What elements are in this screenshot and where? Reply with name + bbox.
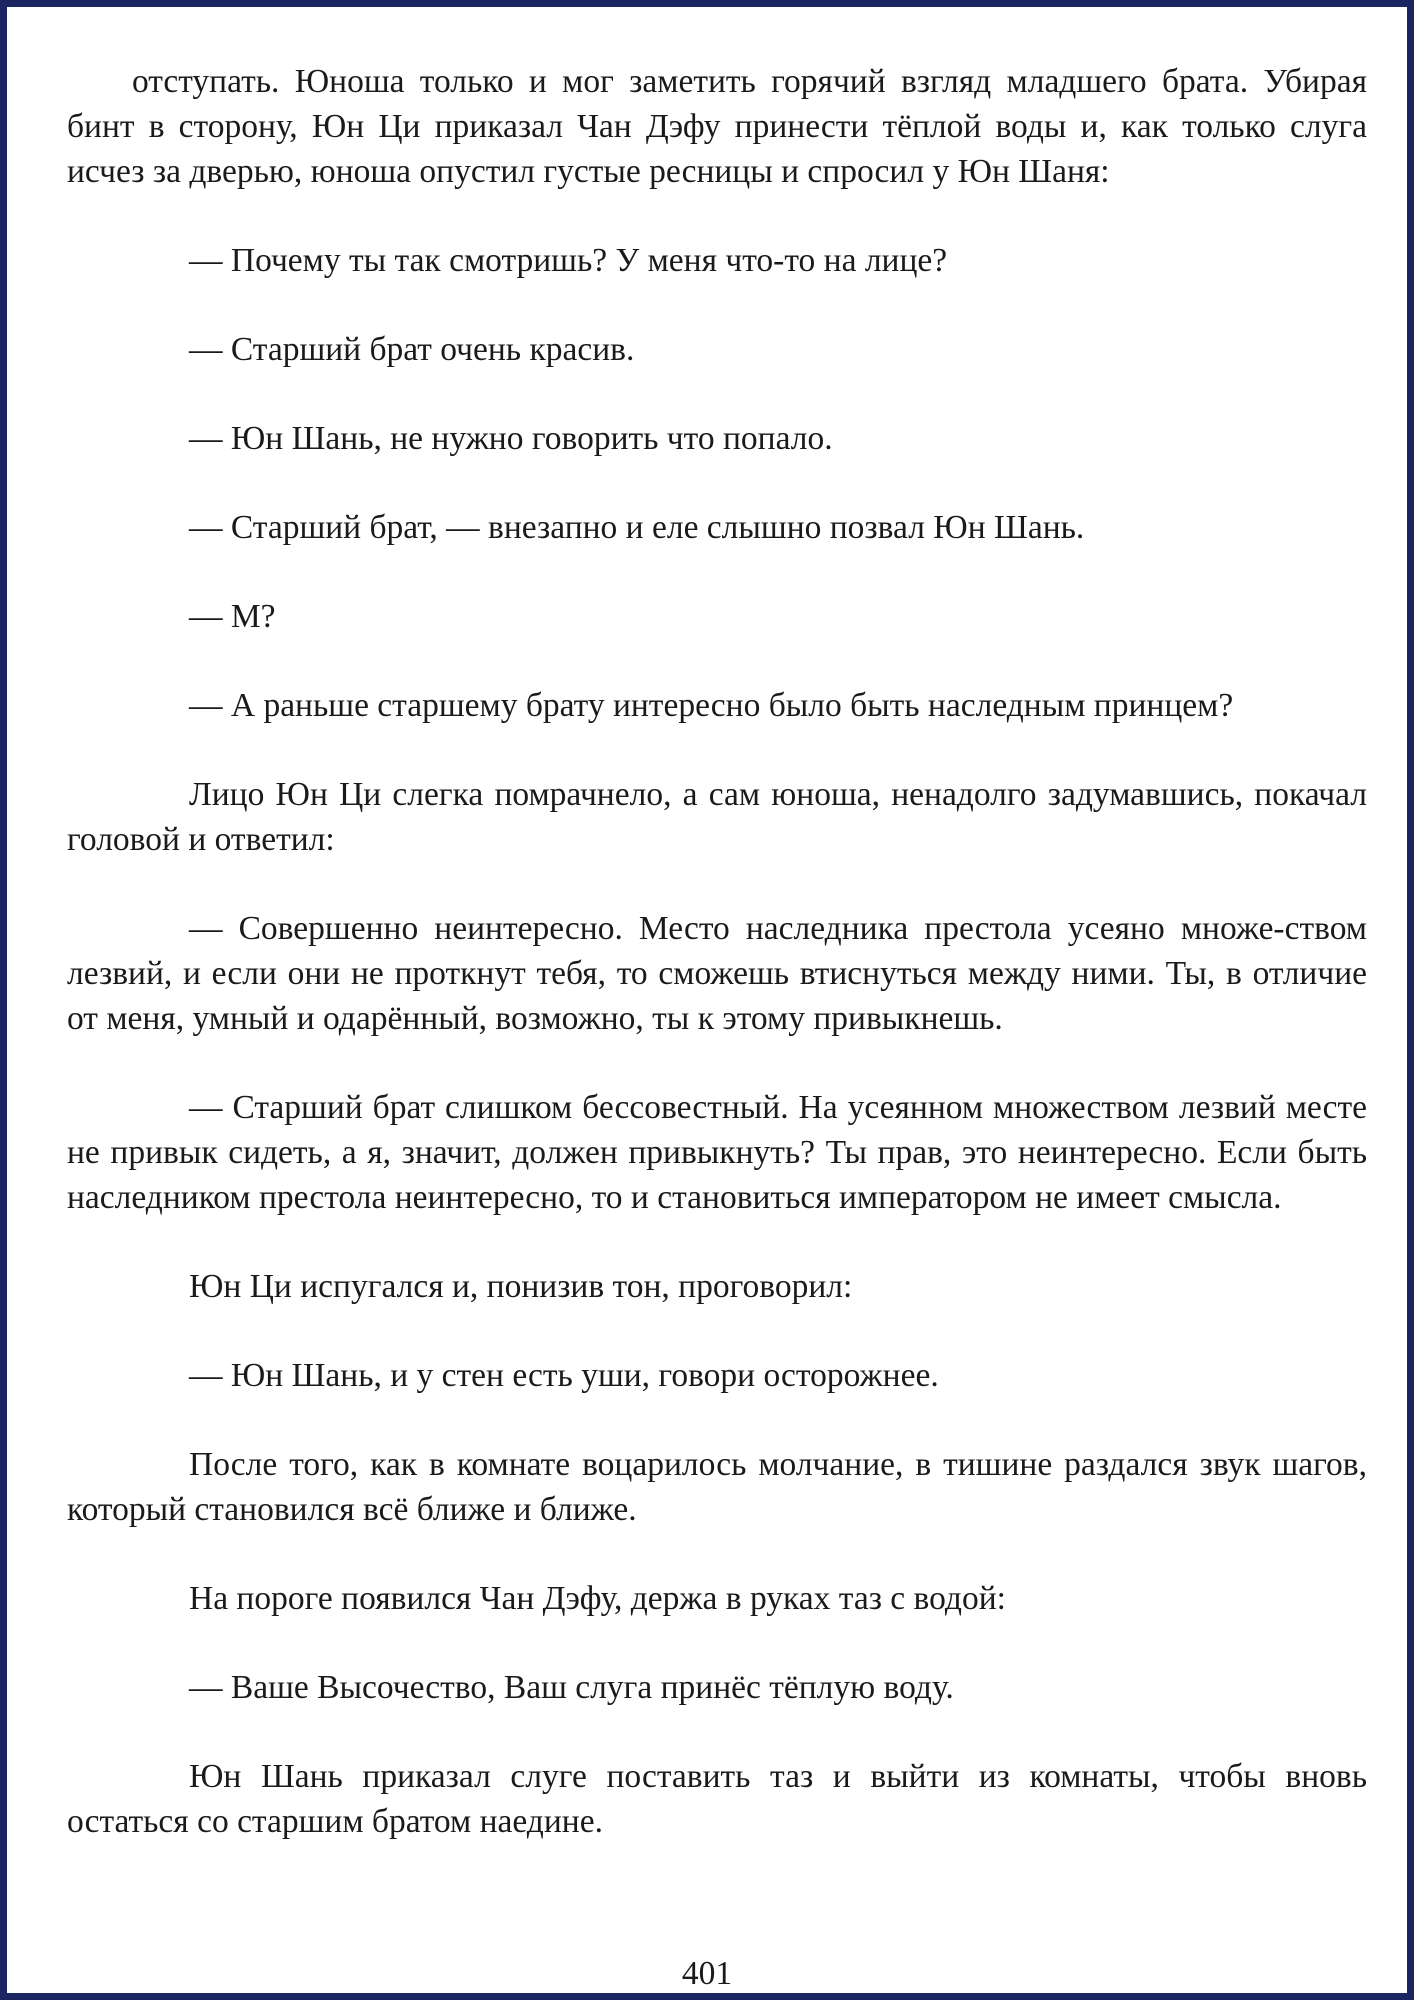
- paragraph-8: Лицо Юн Ци слегка помрачнело, а сам юноша, ненадолго задумавшись, покачал головой и ответил:: [67, 776, 1367, 858]
- paragraph-12: — Юн Шань, и у стен есть уши, говори осторожнее.: [189, 1357, 939, 1394]
- paragraph-16: Юн Шань приказал слуге поставить таз и выйти из комнаты, чтобы вновь остаться со старшим братом наедине.: [67, 1758, 1367, 1840]
- paragraph-7: — А раньше старшему брату интересно было быть наследным принцем?: [189, 687, 1234, 724]
- paragraph-15: — Ваше Высочество, Ваш слуга принёс тёплую воду.: [189, 1669, 954, 1706]
- paragraph-10: — Старший брат слишком бессовестный. На усеянном множеством лезвий месте не привык сидеть, а я, значит, должен привыкнуть? Ты прав, это неинтересно. Если быть наследником престола неинтересно, то и становиться императором не имеет смысла.: [67, 1089, 1367, 1216]
- paragraph-14: На пороге появился Чан Дэфу, держа в руках таз с водой:: [189, 1580, 1006, 1617]
- paragraph-4: — Юн Шань, не нужно говорить что попало.: [189, 420, 833, 457]
- paragraph-9: — Совершенно неинтересно. Место наследника престола усеяно множе-ством лезвий, и если они не проткнут тебя, то сможешь втиснуться между ними. Ты, в отличие от меня, умный и одарённый, возможно, ты к этому привыкнешь.: [67, 910, 1367, 1037]
- page-body-text: [67, 59, 1367, 1888]
- paragraph-11: Юн Ци испугался и, понизив тон, проговорил:: [189, 1268, 853, 1305]
- paragraph-2: — Почему ты так смотришь? У меня что-то на лице?: [189, 242, 948, 279]
- page-number: 401: [681, 1955, 733, 1992]
- paragraph-5: — Старший брат, — внезапно и еле слышно позвал Юн Шань.: [189, 509, 1085, 546]
- paragraph-6: — М?: [189, 598, 276, 635]
- paragraph-1: отступать. Юноша только и мог заметить горячий взгляд младшего брата. Убирая бинт в сторону, Юн Ци приказал Чан Дэфу принести тёплой воды и, как только слуга исчез за дверью, юноша опустил густые ресницы и спросил у Юн Шаня:: [67, 63, 1367, 190]
- paragraph-13: После того, как в комнате воцарилось молчание, в тишине раздался звук шагов, который становился всё ближе и ближе.: [67, 1446, 1367, 1528]
- paragraph-3: — Старший брат очень красив.: [189, 331, 635, 368]
